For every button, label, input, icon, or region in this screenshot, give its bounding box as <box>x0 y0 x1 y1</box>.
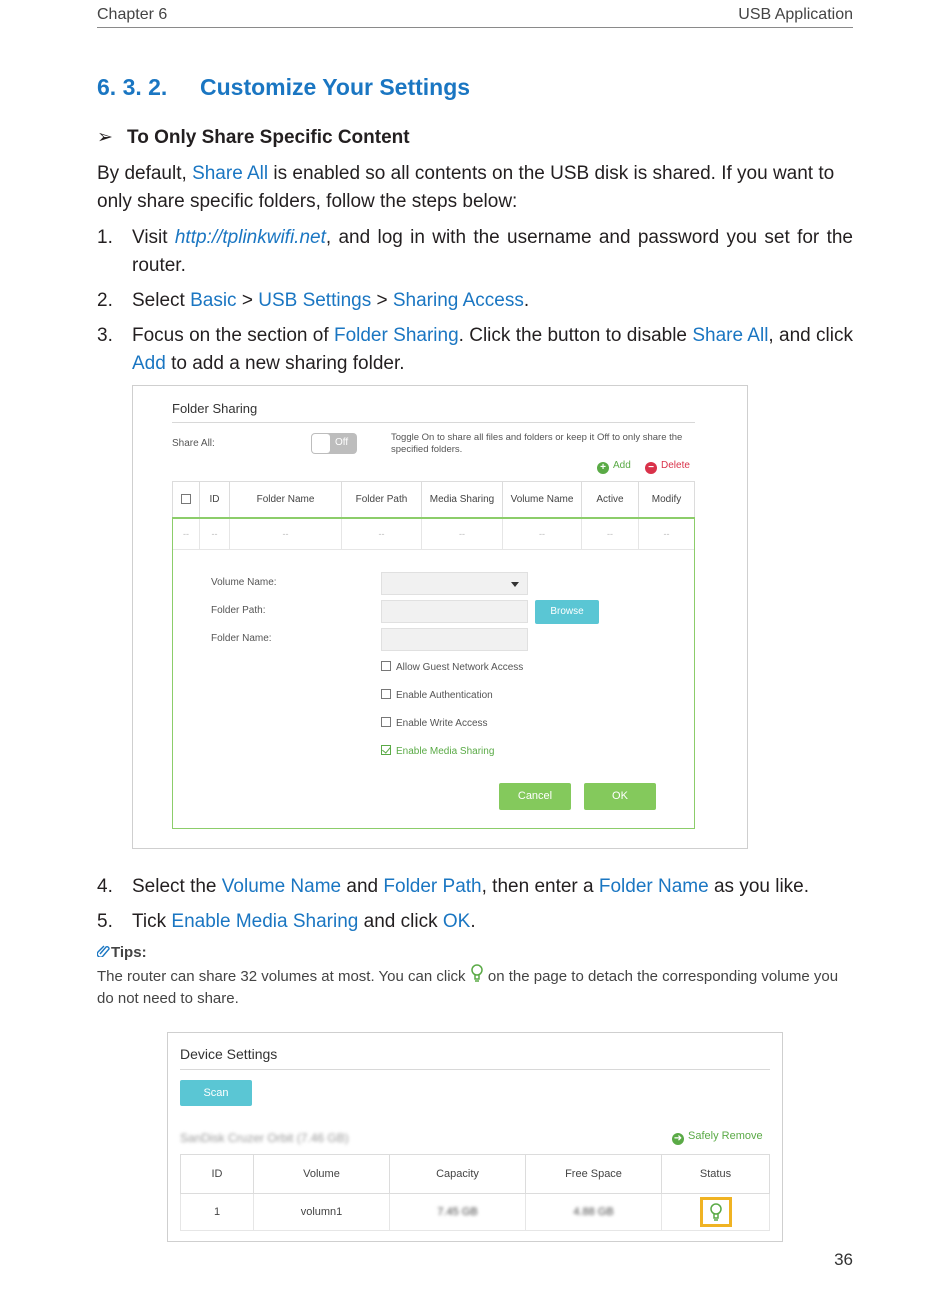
title-divider <box>172 422 695 423</box>
add-button[interactable]: + Add <box>597 460 631 474</box>
folder-sharing-screenshot <box>132 385 748 849</box>
enable-write-checkbox[interactable]: Enable Write Access <box>381 717 488 729</box>
intro-paragraph: By default, Share All is enabled so all contents on the USB disk is shared. If you want to only share specific folders, follow the steps below: <box>97 163 835 212</box>
arrow-bullet-icon: ➢ <box>97 127 113 148</box>
select-all-checkbox[interactable] <box>181 494 191 504</box>
device-name: SanDisk Cruzer Orbit (7.46 GB) <box>180 1131 349 1145</box>
step-5: 5. Tick Enable Media Sharing and click OK. <box>97 911 476 932</box>
tips-heading: Tips: <box>97 944 147 961</box>
folder-path-input[interactable] <box>381 600 528 623</box>
title-divider <box>180 1069 770 1070</box>
table-row: -- -- -- -- -- -- -- -- <box>173 518 695 550</box>
share-all-toggle[interactable] <box>311 433 357 454</box>
detach-volume-button[interactable] <box>700 1197 732 1227</box>
safely-remove-button[interactable]: ➜ Safely Remove <box>673 1130 763 1144</box>
header-divider <box>97 27 853 28</box>
tips-text: The router can share 32 volumes at most. You can click on the page to detach the corresponding volume you do not need to share. <box>97 964 853 1010</box>
device-settings-screenshot <box>167 1032 783 1242</box>
subheading-text: To Only Share Specific Content <box>127 127 410 148</box>
enable-auth-checkbox[interactable]: Enable Authentication <box>381 689 493 701</box>
scan-button[interactable]: Scan <box>180 1080 252 1106</box>
share-all-hint: Toggle On to share all files and folders or keep it Off to only share the specified folders. <box>391 432 683 455</box>
volume-name-label: Volume Name: <box>211 577 277 588</box>
share-all-label: Share All: <box>172 438 215 449</box>
folder-sharing-title: Folder Sharing <box>172 401 258 416</box>
table-row: 1 volumn1 7.45 GB 4.88 GB <box>181 1194 770 1231</box>
step-3: 3. Focus on the section of Folder Sharing. Click the button to disable Share All, and click Add to add a new sharing folder. <box>97 325 853 374</box>
page-number: 36 <box>834 1250 853 1269</box>
section-label: USB Application <box>738 6 853 23</box>
folder-name-label: Folder Name: <box>211 633 272 644</box>
tplinkwifi-link[interactable]: http://tplinkwifi.net <box>174 227 326 248</box>
toggle-knob <box>312 434 330 453</box>
minus-icon: − <box>645 462 657 474</box>
toggle-state: Off <box>335 437 349 448</box>
plus-icon: + <box>597 462 609 474</box>
folder-table: ID Folder Name Folder Path Media Sharing Volume Name Active Modify -- -- -- -- -- -- -- -- <box>172 481 695 550</box>
enable-media-checkbox[interactable]: Enable Media Sharing <box>381 745 494 757</box>
lightbulb-icon <box>470 968 484 985</box>
chapter-label: Chapter 6 <box>97 6 168 23</box>
step-4: 4. Select the Volume Name and Folder Path, then enter a Folder Name as you like. <box>97 876 810 897</box>
device-settings-title: Device Settings <box>180 1046 278 1062</box>
section-title: Customize Your Settings <box>200 74 471 100</box>
arrow-right-icon: ➜ <box>673 1133 683 1144</box>
step-1: 1. Visit http://tplinkwifi.net, and log in with the username and password you set for the router. <box>97 227 853 276</box>
chevron-down-icon <box>511 582 519 587</box>
share-all-link: Share All <box>192 163 269 184</box>
section-number: 6. 3. 2. <box>97 74 168 100</box>
delete-button[interactable]: − Delete <box>645 460 690 474</box>
cancel-button[interactable]: Cancel <box>499 783 571 810</box>
step-2: 2. Select Basic > USB Settings > Sharing Access. <box>97 290 530 311</box>
device-table: ID Volume Capacity Free Space Status 1 volumn1 7.45 GB 4.88 GB <box>180 1154 770 1231</box>
subheading <box>97 126 410 149</box>
ok-button[interactable]: OK <box>584 783 656 810</box>
volume-name-select[interactable] <box>381 572 528 595</box>
folder-path-label: Folder Path: <box>211 605 266 616</box>
folder-name-input[interactable] <box>381 628 528 651</box>
browse-button[interactable]: Browse <box>535 600 599 624</box>
allow-guest-checkbox[interactable]: Allow Guest Network Access <box>381 661 523 673</box>
paperclip-icon <box>97 944 111 961</box>
